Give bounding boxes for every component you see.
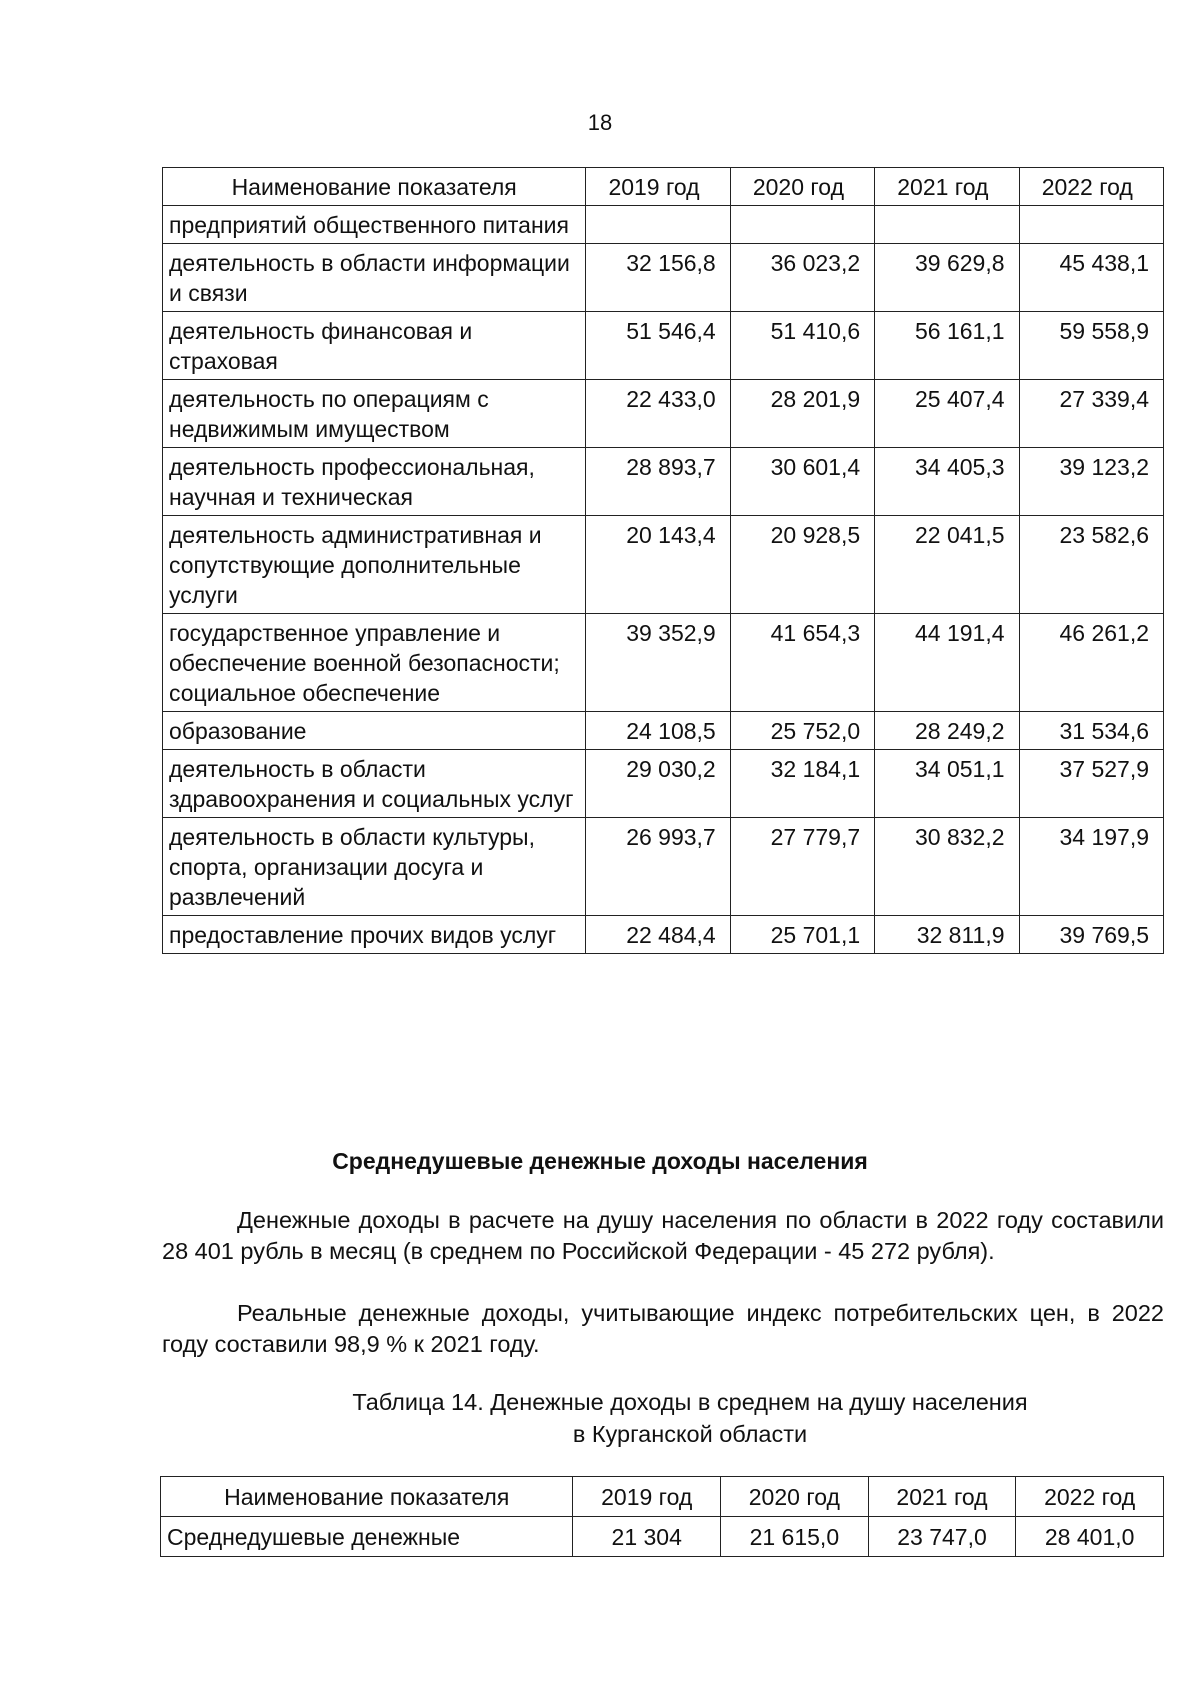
value-cell: 34 051,1 — [875, 750, 1019, 818]
table-row — [163, 206, 1164, 244]
value-cell: 51 546,4 — [586, 312, 730, 380]
value-cell: 28 893,7 — [586, 448, 730, 516]
table-row — [163, 516, 1164, 614]
indicator-name-cell: деятельность в области культуры, спорта, организации досуга и развлечений — [163, 818, 586, 916]
value-cell: 37 527,9 — [1019, 750, 1163, 818]
value-cell: 39 123,2 — [1019, 448, 1163, 516]
paragraph: Реальные денежные доходы, учитывающие индекс потребительских цен, в 2022 году составили 98,9 % к 2021 году. — [162, 1300, 1164, 1357]
value-cell: 28 201,9 — [730, 380, 874, 448]
value-cell: 39 352,9 — [586, 614, 730, 712]
indicator-name-cell: деятельность в области здравоохранения и социальных услуг — [163, 750, 586, 818]
value-cell: 56 161,1 — [875, 312, 1019, 380]
table-row — [163, 916, 1164, 954]
table-header-row — [163, 168, 1164, 206]
value-cell — [1019, 206, 1163, 244]
value-cell: 23 747,0 — [868, 1517, 1016, 1557]
indicator-name-cell: деятельность финансовая и страховая — [163, 312, 586, 380]
value-cell: 34 405,3 — [875, 448, 1019, 516]
value-cell: 20 928,5 — [730, 516, 874, 614]
value-cell: 44 191,4 — [875, 614, 1019, 712]
value-cell: 45 438,1 — [1019, 244, 1163, 312]
value-cell: 28 401,0 — [1016, 1517, 1164, 1557]
indicator-name-cell: деятельность по операциям с недвижимым имуществом — [163, 380, 586, 448]
column-header: 2020 год — [730, 168, 874, 206]
table-row — [163, 818, 1164, 916]
table-row — [163, 244, 1164, 312]
table-row — [163, 380, 1164, 448]
table-caption — [260, 1386, 1120, 1450]
indicator-name-cell: государственное управление и обеспечение военной безопасности; социальное обеспечение — [163, 614, 586, 712]
indicator-name-cell: деятельность административная и сопутствующие дополнительные услуги — [163, 516, 586, 614]
value-cell: 32 811,9 — [875, 916, 1019, 954]
page-number: 18 — [587, 110, 613, 135]
indicator-name-cell: деятельность профессиональная, научная и техническая — [163, 448, 586, 516]
table-row — [163, 614, 1164, 712]
section-heading: Среднедушевые денежные доходы населения — [332, 1148, 868, 1174]
column-header: 2021 год — [875, 168, 1019, 206]
table-row — [163, 712, 1164, 750]
value-cell — [730, 206, 874, 244]
value-cell: 23 582,6 — [1019, 516, 1163, 614]
column-header: 2019 год — [573, 1477, 721, 1517]
column-header: 2022 год — [1016, 1477, 1164, 1517]
value-cell: 39 629,8 — [875, 244, 1019, 312]
value-cell: 24 108,5 — [586, 712, 730, 750]
value-cell: 22 041,5 — [875, 516, 1019, 614]
value-cell: 39 769,5 — [1019, 916, 1163, 954]
table-row — [163, 448, 1164, 516]
table-row — [163, 312, 1164, 380]
indicator-name-cell: деятельность в области информации и связи — [163, 244, 586, 312]
value-cell: 30 832,2 — [875, 818, 1019, 916]
value-cell: 22 433,0 — [586, 380, 730, 448]
indicator-name-cell: предоставление прочих видов услуг — [163, 916, 586, 954]
value-cell: 28 249,2 — [875, 712, 1019, 750]
value-cell: 29 030,2 — [586, 750, 730, 818]
column-header: 2021 год — [868, 1477, 1016, 1517]
value-cell — [586, 206, 730, 244]
value-cell: 26 993,7 — [586, 818, 730, 916]
paragraph: Денежные доходы в расчете на душу населения по области в 2022 году составили 28 401 рубль в месяц (в среднем по Российской Федерации - 45 272 рубля). — [162, 1207, 1164, 1264]
column-header: Наименование показателя — [161, 1477, 573, 1517]
table-row — [161, 1517, 1164, 1557]
indicator-name-cell: Среднедушевые денежные — [161, 1517, 573, 1557]
value-cell: 41 654,3 — [730, 614, 874, 712]
column-header: 2020 год — [721, 1477, 869, 1517]
value-cell: 34 197,9 — [1019, 818, 1163, 916]
value-cell: 30 601,4 — [730, 448, 874, 516]
per-capita-income-table — [160, 1476, 1164, 1557]
value-cell: 21 615,0 — [721, 1517, 869, 1557]
value-cell: 27 339,4 — [1019, 380, 1163, 448]
indicator-name-cell: образование — [163, 712, 586, 750]
value-cell: 25 701,1 — [730, 916, 874, 954]
table-header-row — [161, 1477, 1164, 1517]
value-cell: 25 752,0 — [730, 712, 874, 750]
value-cell: 32 184,1 — [730, 750, 874, 818]
indicator-name-cell: предприятий общественного питания — [163, 206, 586, 244]
value-cell: 22 484,4 — [586, 916, 730, 954]
value-cell: 31 534,6 — [1019, 712, 1163, 750]
income-by-activity-table — [162, 167, 1164, 954]
value-cell: 25 407,4 — [875, 380, 1019, 448]
value-cell: 32 156,8 — [586, 244, 730, 312]
caption-line: Таблица 14. Денежные доходы в среднем на душу населения — [352, 1389, 1028, 1415]
column-header: 2022 год — [1019, 168, 1163, 206]
value-cell — [875, 206, 1019, 244]
table-row — [163, 750, 1164, 818]
caption-line: в Курганской области — [572, 1421, 808, 1447]
value-cell: 20 143,4 — [586, 516, 730, 614]
value-cell: 59 558,9 — [1019, 312, 1163, 380]
value-cell: 36 023,2 — [730, 244, 874, 312]
column-header: Наименование показателя — [163, 168, 586, 206]
column-header: 2019 год — [586, 168, 730, 206]
value-cell: 21 304 — [573, 1517, 721, 1557]
value-cell: 51 410,6 — [730, 312, 874, 380]
value-cell: 46 261,2 — [1019, 614, 1163, 712]
value-cell: 27 779,7 — [730, 818, 874, 916]
